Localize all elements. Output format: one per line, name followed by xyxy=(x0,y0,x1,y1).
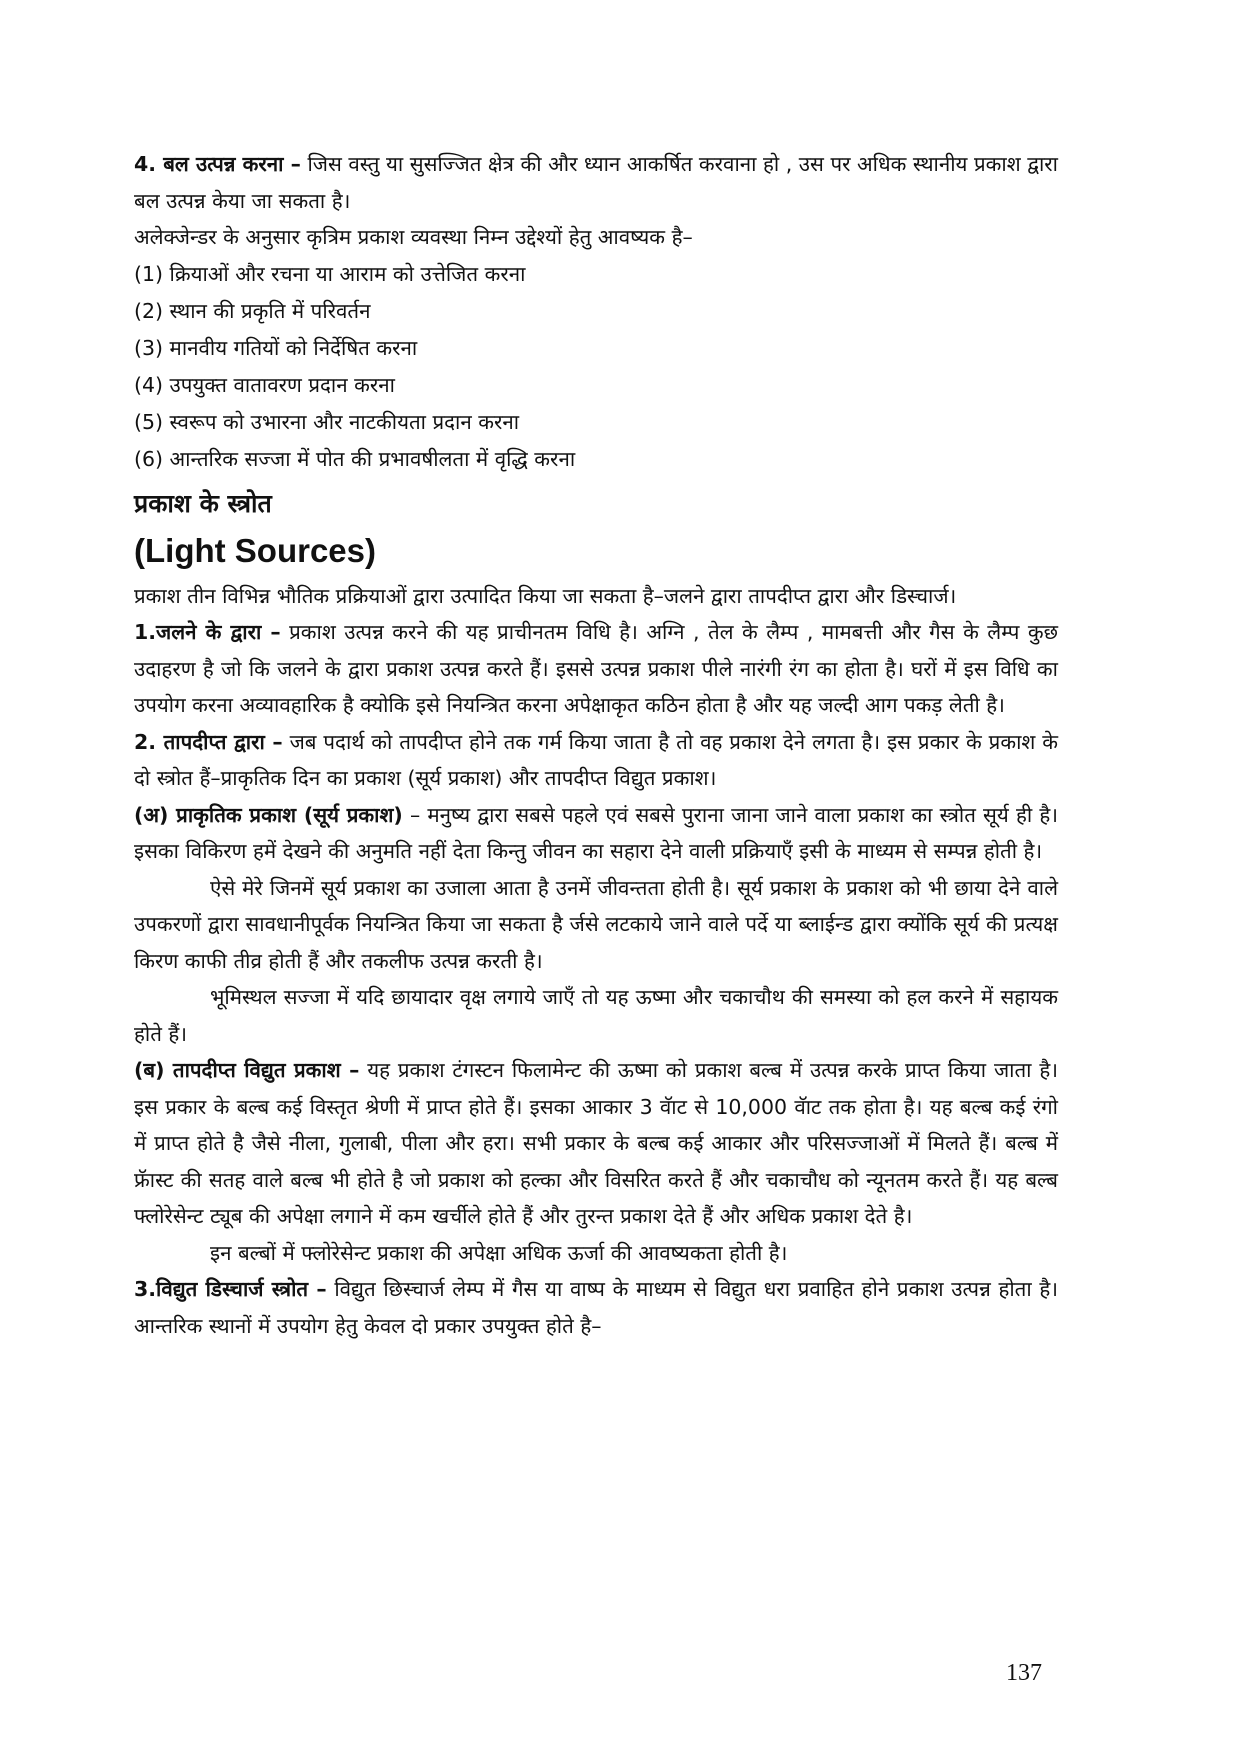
discharge-paragraph xyxy=(134,1271,1058,1344)
electric-light-paragraph xyxy=(134,1052,1058,1235)
light-sources-heading-hindi: प्रकाश के स्त्रोत xyxy=(134,488,272,518)
natural-light-paragraph xyxy=(134,797,1058,870)
alexander-intro: अलेक्जेन्डर के अनुसार कृत्रिम प्रकाश व्यवस्था निम्न उद्देश्यों हेतु आवष्यक है– xyxy=(134,225,693,249)
list-item: (1) क्रियाओं और रचना या आराम को उत्तेजित करना xyxy=(134,261,526,286)
list-item: (5) स्वरूप को उभारना और नाटकीयता प्रदान करना xyxy=(134,409,520,434)
natural-light-paragraph-3: भूमिस्थल सज्जा में यदि छायादार वृक्ष लगाये जाएँ तो यह ऊष्मा और चकाचौथ की समस्या को हल करने में सहायक होते हैं। xyxy=(134,985,1058,1046)
section-4-paragraph xyxy=(134,146,1058,219)
section-4-heading: 4. बल उत्पन्न करना – xyxy=(134,152,301,176)
list-item: (4) उपयुक्त वातावरण प्रदान करना xyxy=(134,372,395,397)
page-number: 137 xyxy=(1006,1660,1042,1686)
combustion-paragraph xyxy=(134,614,1058,724)
page-content xyxy=(134,146,1058,1344)
objectives-list xyxy=(134,256,1058,478)
list-item: (3) मानवीय गतियों को निर्देषित करना xyxy=(134,335,418,360)
natural-light-paragraph-2: ऐसे मेरे जिनमें सूर्य प्रकाश का उजाला आता है उनमें जीवन्तता होती है। सूर्य प्रकाश के प्रकाश को भी छाया देने वाले उपकरणों द्वारा सावधानीपूर्वक नियन्त्रित किया जा सकता है र्जसे लटकाये जाने वाले पर्दे या ब्लाईन्ड द्वारा क्योंकि सूर्य की प्रत्यक्ष किरण काफी तीव्र होती हैं और तकलीफ उत्पन्न करती है। xyxy=(134,875,1058,973)
incandescent-heading: 2. तापदीप्त द्वारा – xyxy=(134,729,283,754)
combustion-heading: 1.जलने के द्वारा – xyxy=(134,620,281,644)
list-item: (2) स्थान की प्रकृति में परिवर्तन xyxy=(134,298,371,323)
electric-light-paragraph-2: इन बल्बों में फ्लोरेसेन्ट प्रकाश की अपेक्षा अधिक ऊर्जा की आवष्यकता होती है। xyxy=(210,1240,788,1265)
natural-light-heading: (अ) प्राकृतिक प्रकाश (सूर्य प्रकाश) xyxy=(134,802,403,827)
discharge-heading: 3.विद्युत डिस्चार्ज स्त्रोत – xyxy=(134,1277,327,1301)
incandescent-body: जब पदार्थ को तापदीप्त होने तक गर्म किया जाता है तो वह प्रकाश देने लगता है। इस प्रकार के प्रकाश के दो स्त्रोत हैं–प्राकृतिक दिन का प्रकाश (सूर्य प्रकाश) और तापदीप्त विद्युत प्रकाश। xyxy=(134,729,1058,790)
electric-light-body: यह प्रकाश टंगस्टन फिलामेन्ट की ऊष्मा को प्रकाश बल्ब में उत्पन्न करके प्राप्त किया जाता है। इस प्रकार के बल्ब कई विस्तृत श्रेणी में प्राप्त होते हैं। इसका आकार 3 वॅाट से 10,000 वॅाट तक होता है। यह बल्ब कई रंगो में प्राप्त होते है जैसे नीला, गुलाबी, पीला और हरा। सभी प्रकार के बल्ब कई आकार और परिसज्जाओं में मिलते हैं। बल्ब में फ्रॅास्ट की सतह वाले बल्ब भी होते है जो प्रकाश को हल्का और विसरित करते हैं और चकाचौध को न्यूनतम करते हैं। यह बल्ब फ्लोरेसेन्ट ट्यूब की अपेक्षा लगाने में कम खर्चीले होते हैं और तुरन्त प्रकाश देते हैं और अधिक प्रकाश देते है। xyxy=(134,1058,1058,1228)
natural-light-body: – मनुष्य द्वारा सबसे पहले एवं सबसे पुराना जाना जाने वाला प्रकाश का स्त्रोत सूर्य ही है। इसका विकिरण हमें देखने की अनुमति नहीं देता किन्तु जीवन का सहारा देने वाली प्रक्रियाएँ इसी के माध्यम से सम्पन्न होती है। xyxy=(134,802,1058,863)
list-item: (6) आन्तरिक सज्जा में पोत की प्रभावषीलता में वृद्धि करना xyxy=(134,446,576,471)
incandescent-paragraph xyxy=(134,724,1058,797)
electric-light-heading: (ब) तापदीप्त विद्युत प्रकाश – xyxy=(134,1058,360,1082)
discharge-body: विद्युत छिस्चार्ज लेम्प में गैस या वाष्प के माध्यम से विद्युत धरा प्रवाहित होने प्रकाश उत्पन्न होता है। आन्तरिक स्थानों में उपयोग हेतु केवल दो प्रकार उपयुक्त होते है– xyxy=(134,1277,1058,1338)
section-4-body: जिस वस्तु या सुसज्जित क्षेत्र की और ध्यान आकर्षित करवाना हो , उस पर अधिक स्थानीय प्रकाश द्वारा बल उत्पन्न केया जा सकता है। xyxy=(134,152,1058,213)
combustion-body: प्रकाश उत्पन्न करने की यह प्राचीनतम विधि है। अग्नि , तेल के लैम्प , मामबत्ती और गैस के लैम्प कुछ उदाहरण है जो कि जलने के द्वारा प्रकाश उत्पन्न करते हैं। इससे उत्पन्न प्रकाश पीले नारंगी रंग का होता है। घरों में इस विधि का उपयोग करना अव्यावहारिक है क्योकि इसे नियन्त्रित करना अपेक्षाकृत कठिन होता है और यह जल्दी आग पकड़ लेती है। xyxy=(134,620,1058,717)
light-sources-intro: प्रकाश तीन विभिन्न भौतिक प्रक्रियाओं द्वारा उत्पादित किया जा सकता है–जलने द्वारा तापदीप्त द्वारा और डिस्चार्ज। xyxy=(134,583,957,608)
light-sources-heading-english: (Light Sources) xyxy=(134,531,377,569)
